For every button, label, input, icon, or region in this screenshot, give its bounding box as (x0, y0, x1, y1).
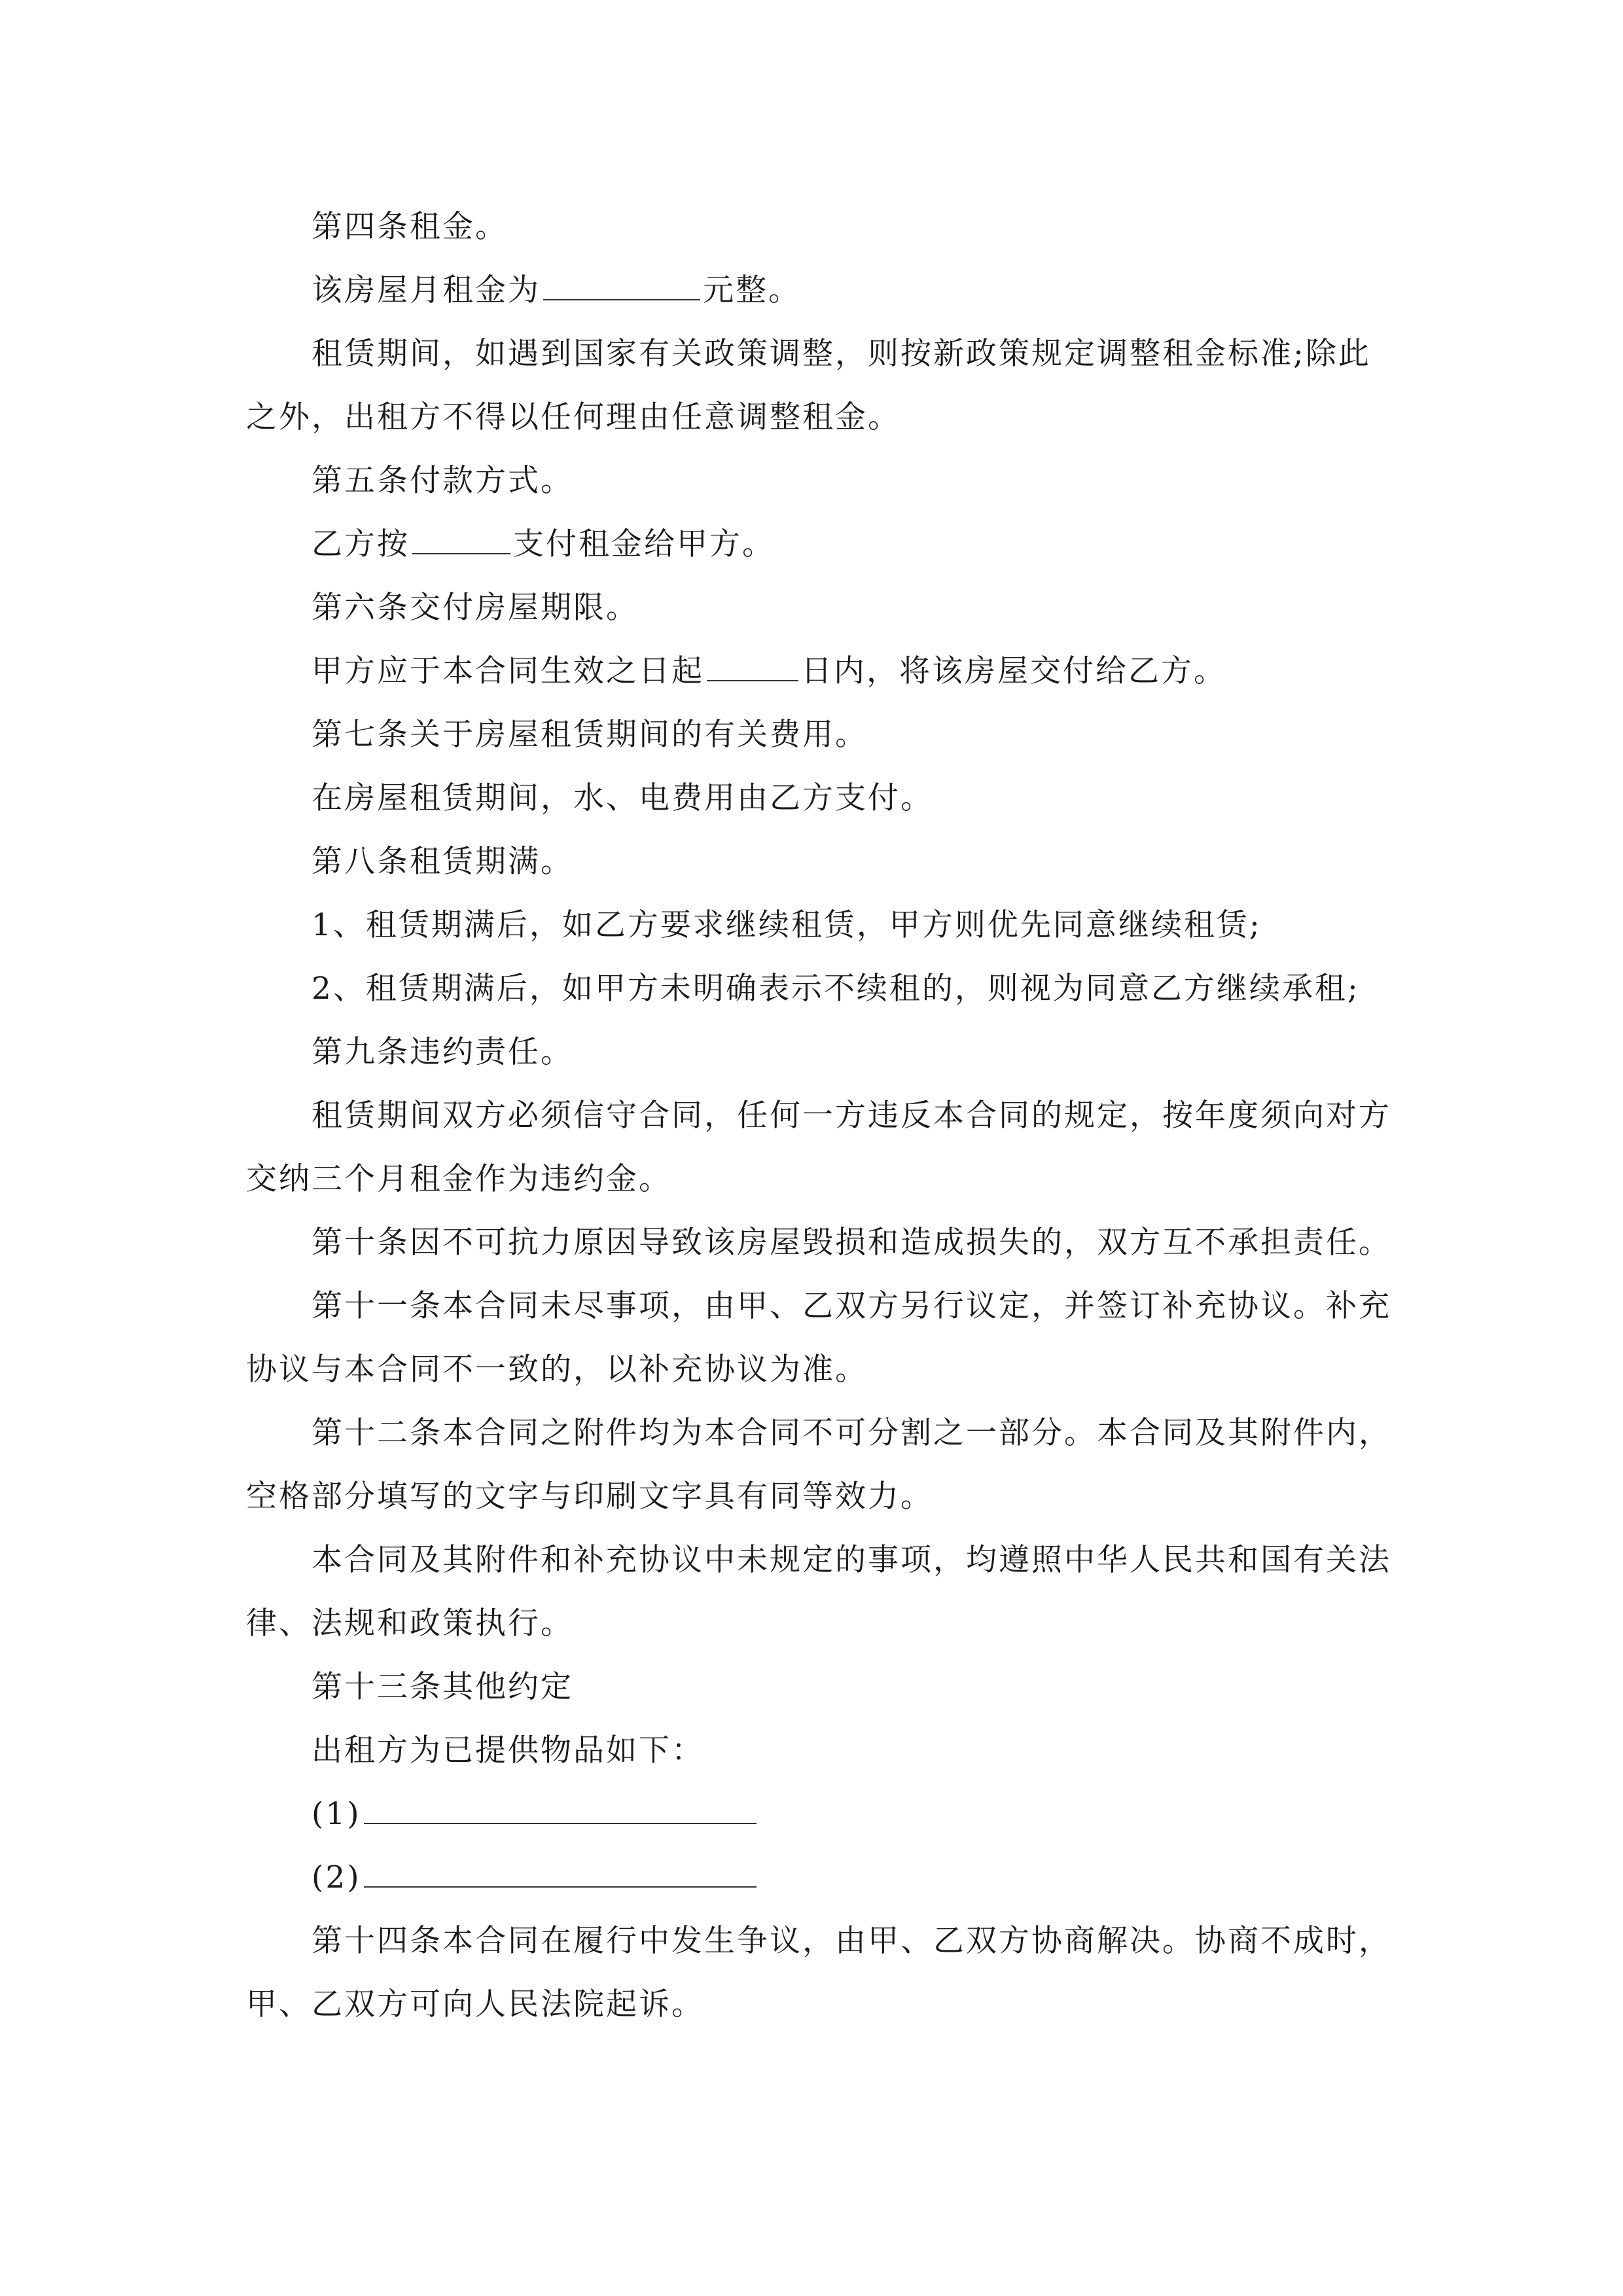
payment-text-post: 支付租金给甲方。 (513, 526, 775, 562)
article-9-paragraph-line-2: 交纳三个月租金作为违约金。 (246, 1161, 671, 1197)
item-1-label: (1) (312, 1796, 361, 1832)
delivery-text-post: 日内，将该房屋交付给乙方。 (801, 653, 1226, 689)
payment-text-pre: 乙方按 (312, 526, 410, 562)
payment-method-blank (412, 527, 510, 554)
item-1-blank (364, 1797, 757, 1824)
article-8-item-2: 2、租赁期满后，如甲方未明确表示不续租的，则视为同意乙方继续承租; (312, 971, 1360, 1007)
article-8-title: 第八条租赁期满。 (312, 844, 573, 880)
article-6-delivery-line (246, 639, 1398, 703)
article-11-paragraph-line-2: 协议与本合同不一致的，以补充协议为准。 (246, 1352, 868, 1388)
article-13-item-1 (246, 1782, 1398, 1846)
article-13-paragraph: 出租方为已提供物品如下： (312, 1732, 704, 1768)
article-13-title: 第十三条其他约定 (312, 1669, 573, 1705)
article-4-paragraph-line-2: 之外，出租方不得以任何理由任意调整租金。 (246, 399, 901, 435)
article-7-title: 第七条关于房屋租赁期间的有关费用。 (312, 717, 868, 753)
article-10-paragraph: 第十条因不可抗力原因导致该房屋毁损和造成损失的，双方互不承担责任。 (312, 1225, 1391, 1261)
article-7-paragraph: 在房屋租赁期间，水、电费用由乙方支付。 (312, 780, 933, 816)
article-11-paragraph-line-1: 第十一条本合同未尽事项，由甲、乙双方另行议定，并签订补充协议。补充 (312, 1288, 1391, 1324)
article-4-paragraph-line-1: 租赁期间，如遇到国家有关政策调整，则按新政策规定调整租金标准;除此 (312, 336, 1371, 372)
item-2-blank (364, 1860, 757, 1888)
contract-body (246, 195, 1398, 2036)
item-2-label: (2) (312, 1859, 361, 1895)
article-12-supplement-line-1: 本合同及其附件和补充协议中未规定的事项，均遵照中华人民共和国有关法 (312, 1542, 1391, 1578)
rent-text-post: 元整。 (703, 272, 801, 308)
rent-text-pre: 该房屋月租金为 (312, 272, 541, 308)
article-5-title: 第五条付款方式。 (312, 463, 573, 499)
article-12-paragraph-line-1: 第十二条本合同之附件均为本合同不可分割之一部分。本合同及其附件内， (312, 1415, 1391, 1451)
article-14-paragraph-line-1: 第十四条本合同在履行中发生争议，由甲、乙双方协商解决。协商不成时， (312, 1923, 1391, 1959)
article-6-title: 第六条交付房屋期限。 (312, 590, 639, 626)
rent-amount-blank (543, 273, 700, 300)
article-4-title: 第四条租金。 (312, 209, 508, 245)
article-12-paragraph-line-2: 空格部分填写的文字与印刷文字具有同等效力。 (246, 1479, 933, 1515)
article-5-payment-line (246, 512, 1398, 576)
article-4-rent-line (246, 259, 1398, 322)
delivery-text-pre: 甲方应于本合同生效之日起 (312, 653, 704, 689)
article-13-item-2 (246, 1846, 1398, 1909)
article-14-paragraph-line-2: 甲、乙双方可向人民法院起诉。 (246, 1986, 704, 2022)
article-8-item-1: 1、租赁期满后，如乙方要求继续租赁，甲方则优先同意继续租赁; (312, 907, 1262, 943)
article-12-supplement-line-2: 律、法规和政策执行。 (246, 1605, 573, 1641)
article-9-paragraph-line-1: 租赁期间双方必须信守合同，任何一方违反本合同的规定，按年度须向对方 (312, 1098, 1391, 1134)
delivery-days-blank (707, 654, 798, 681)
article-9-title: 第九条违约责任。 (312, 1034, 573, 1070)
